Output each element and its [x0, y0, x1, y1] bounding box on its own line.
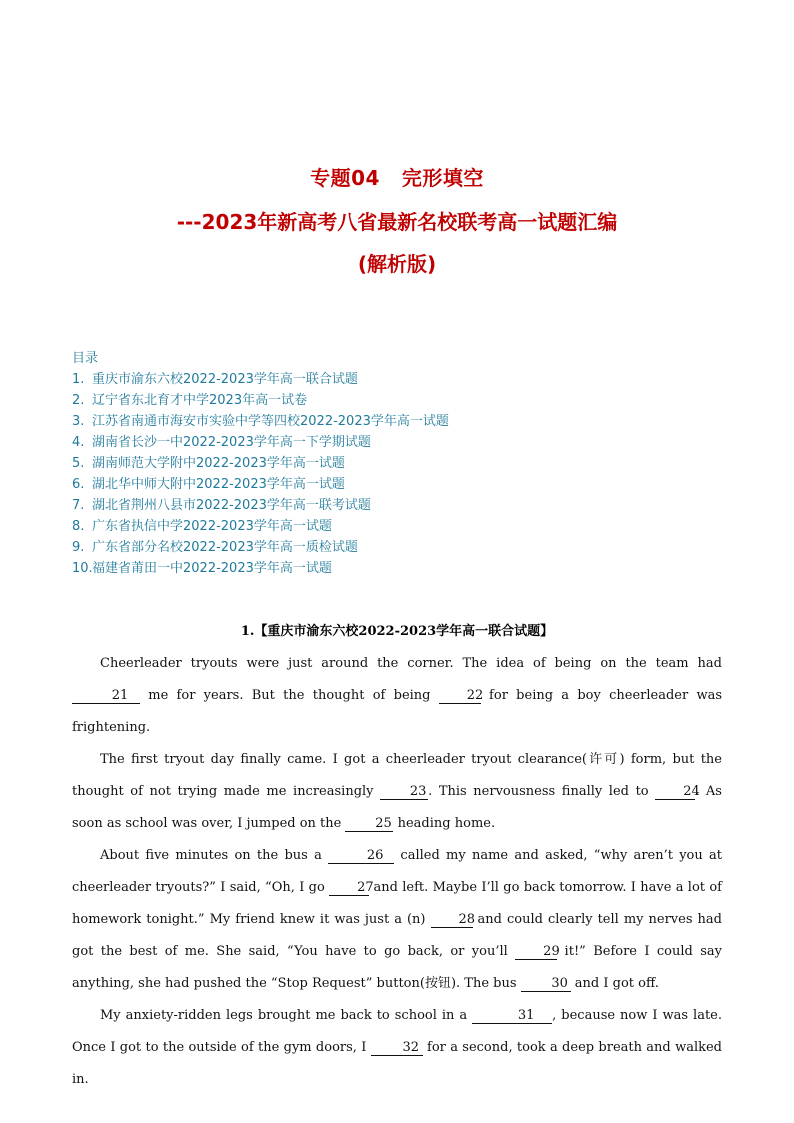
doc-title-line2: ---2023年新高考八省最新名校联考高一试题汇编 [176, 210, 618, 234]
blank-27: 27 [329, 881, 369, 896]
passage-paragraph: About five minutes on the bus a 26 called my name and asked, “why aren’t you at cheerleader tryouts?” I said, “Oh, I go 27 and left. Maybe I’ll go back tomorrow. I have a lot of homework tonight.” My friend knew it was just a (n) 28 and could clearly tell my nerves had got the best of me. She said, “You have to go back, or you’ll 29 it!” Before I could say anything, she had pushed the “Stop Request” button(按钮). The bus 30 and I got off. [72, 848, 722, 991]
toc-item[interactable]: 7. 湖北省荆州八县市2022-2023学年高一联考试题 [72, 498, 371, 513]
blank-21: 21 [72, 689, 140, 704]
passage-paragraph: The first tryout day finally came. I got a cheerleader tryout clearance(许可) form, but the thought of not trying made me increasingly 23 . This nervousness finally led to 24. As soon as school was over, I jumped on the 25 heading home. [72, 752, 722, 831]
blank-24: 24 [655, 785, 695, 800]
blank-26: 26 [328, 849, 394, 864]
toc-item[interactable]: 4. 湖南省长沙一中2022-2023学年高一下学期试题 [72, 435, 371, 450]
cloze-passage [72, 648, 722, 1096]
toc-item[interactable]: 8. 广东省执信中学2022-2023学年高一试题 [72, 519, 332, 534]
toc-item[interactable]: 10.福建省莆田一中2022-2023学年高一试题 [72, 561, 332, 576]
blank-25: 25 [345, 817, 393, 832]
section-heading: 1.【重庆市渝东六校2022-2023学年高一联合试题】 [240, 624, 554, 639]
toc-item[interactable]: 6. 湖北华中师大附中2022-2023学年高一试题 [72, 477, 345, 492]
blank-31: 31 [472, 1009, 552, 1024]
toc-item[interactable]: 2. 辽宁省东北育才中学2023年高一试卷 [72, 393, 308, 408]
toc-item[interactable]: 5. 湖南师范大学附中2022-2023学年高一试题 [72, 456, 345, 471]
table-of-contents [72, 348, 449, 579]
topic-number: 专题04 [310, 166, 380, 190]
passage-paragraph: My anxiety-ridden legs brought me back to school in a 31 , because now I was late. Once I got to the outside of the gym doors, I 32 for a second, took a deep breath and walked in. [72, 1008, 723, 1087]
topic-name: 完形填空 [401, 166, 484, 190]
doc-title-line1 [0, 162, 794, 191]
doc-title-line3: (解析版) [357, 252, 437, 276]
blank-23: 23 [380, 785, 428, 800]
blank-28: 28 [431, 913, 473, 928]
passage-paragraph: Cheerleader tryouts were just around the corner. The idea of being on the team had 21 me for years. But the thought of being 22 for being a boy cheerleader was frightening. [72, 656, 722, 735]
blank-29: 29 [515, 945, 557, 960]
blank-30: 30 [521, 977, 571, 992]
blank-22: 22 [439, 689, 481, 704]
toc-item[interactable]: 1. 重庆市渝东六校2022-2023学年高一联合试题 [72, 372, 358, 387]
toc-heading: 目录 [72, 351, 99, 366]
toc-item[interactable]: 3. 江苏省南通市海安市实验中学等四校2022-2023学年高一试题 [72, 414, 449, 429]
blank-32: 32 [371, 1041, 423, 1056]
toc-item[interactable]: 9. 广东省部分名校2022-2023学年高一质检试题 [72, 540, 358, 555]
